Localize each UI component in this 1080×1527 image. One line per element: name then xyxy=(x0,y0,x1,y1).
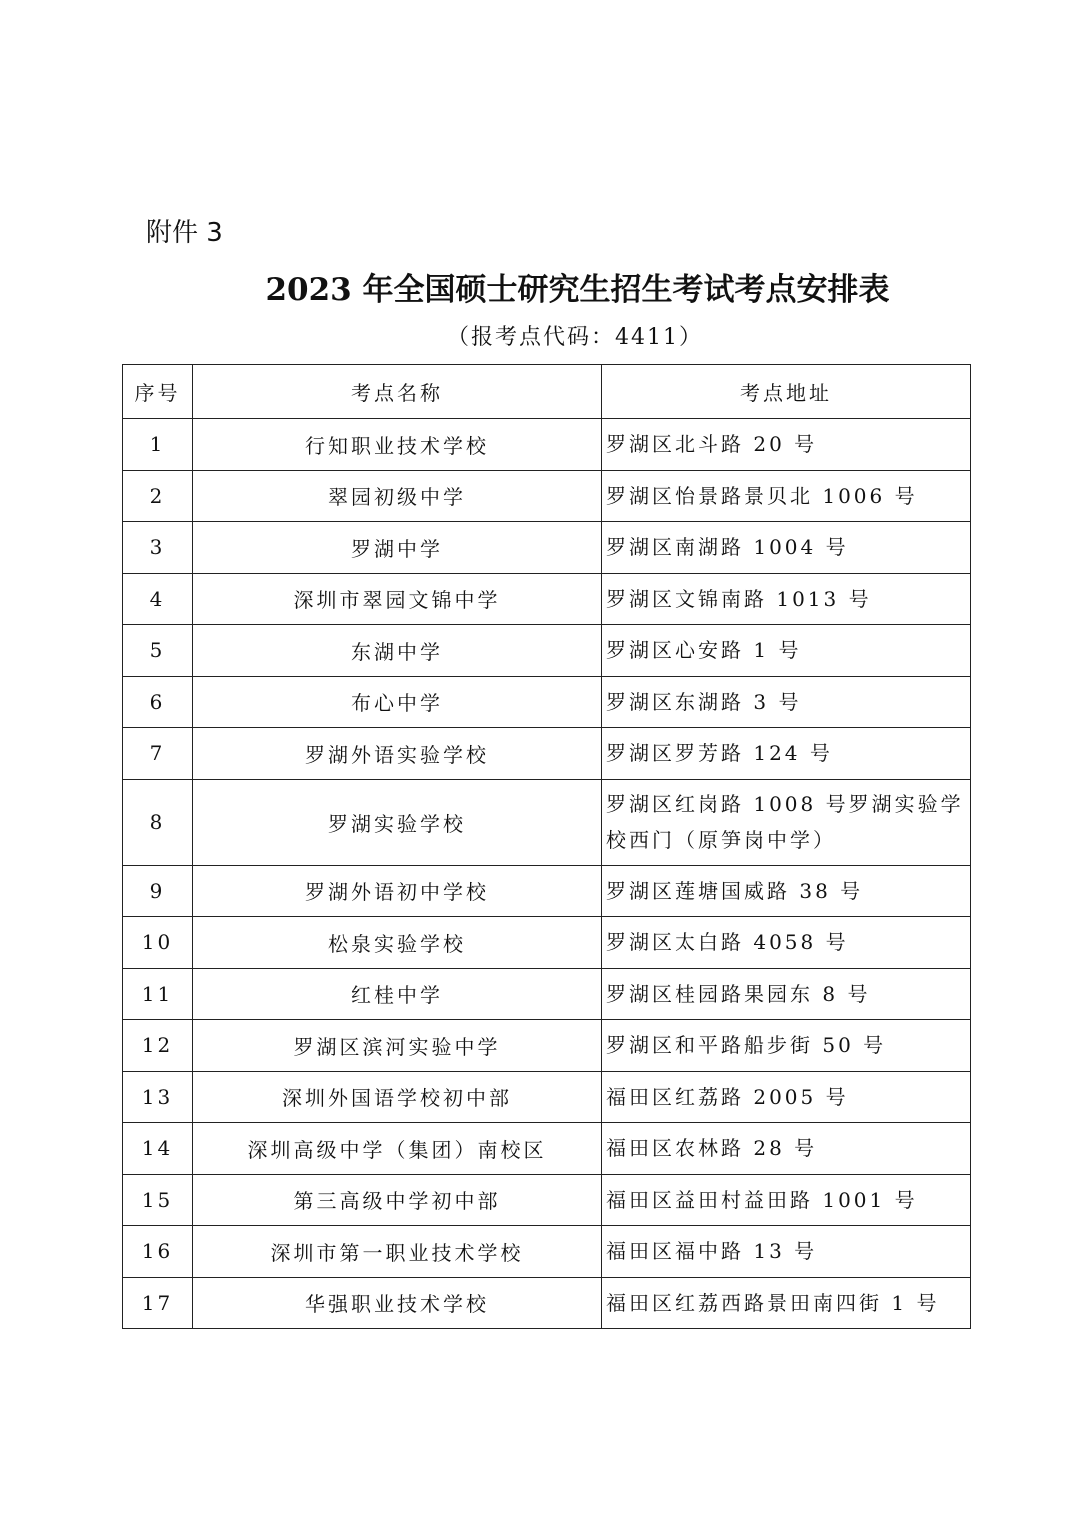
table-row xyxy=(123,419,971,471)
row-number: 14 xyxy=(123,1123,193,1175)
table-row xyxy=(123,865,971,917)
header-site-address: 考点地址 xyxy=(602,365,971,419)
site-address: 罗湖区罗芳路 124 号 xyxy=(602,728,971,780)
table-row xyxy=(123,676,971,728)
table-row xyxy=(123,573,971,625)
site-address: 福田区益田村益田路 1001 号 xyxy=(602,1174,971,1226)
table-row xyxy=(123,779,971,865)
row-number: 16 xyxy=(123,1226,193,1278)
table-row xyxy=(123,470,971,522)
site-address: 罗湖区桂园路果园东 8 号 xyxy=(602,968,971,1020)
page-subtitle: （报考点代码：4411） xyxy=(447,325,703,350)
row-number: 7 xyxy=(123,728,193,780)
table-row xyxy=(123,968,971,1020)
table-row xyxy=(123,917,971,969)
table-row xyxy=(123,1123,971,1175)
row-number: 5 xyxy=(123,625,193,677)
site-name: 深圳外国语学校初中部 xyxy=(193,1071,602,1123)
site-name: 深圳市翠园文锦中学 xyxy=(193,573,602,625)
site-address: 福田区农林路 28 号 xyxy=(602,1123,971,1175)
site-address: 罗湖区心安路 1 号 xyxy=(602,625,971,677)
site-address: 罗湖区和平路船步街 50 号 xyxy=(602,1020,971,1072)
site-name: 罗湖实验学校 xyxy=(193,779,602,865)
site-name: 罗湖中学 xyxy=(193,522,602,574)
site-name: 华强职业技术学校 xyxy=(193,1277,602,1329)
row-number: 10 xyxy=(123,917,193,969)
exam-site-table xyxy=(122,364,971,1329)
row-number: 3 xyxy=(123,522,193,574)
site-name: 深圳市第一职业技术学校 xyxy=(193,1226,602,1278)
attachment-label: 附件 3 xyxy=(146,218,223,248)
site-name: 翠园初级中学 xyxy=(193,470,602,522)
site-name: 第三高级中学初中部 xyxy=(193,1174,602,1226)
site-address: 福田区红荔路 2005 号 xyxy=(602,1071,971,1123)
table-row xyxy=(123,1071,971,1123)
row-number: 6 xyxy=(123,676,193,728)
site-address: 罗湖区莲塘国威路 38 号 xyxy=(602,865,971,917)
row-number: 12 xyxy=(123,1020,193,1072)
table-header-row xyxy=(123,365,971,419)
site-name: 行知职业技术学校 xyxy=(193,419,602,471)
header-no: 序号 xyxy=(123,365,193,419)
table-row xyxy=(123,1174,971,1226)
site-name: 红桂中学 xyxy=(193,968,602,1020)
table-row xyxy=(123,625,971,677)
row-number: 11 xyxy=(123,968,193,1020)
row-number: 8 xyxy=(123,779,193,865)
row-number: 4 xyxy=(123,573,193,625)
row-number: 1 xyxy=(123,419,193,471)
site-name: 布心中学 xyxy=(193,676,602,728)
page-title: 2023 年全国硕士研究生招生考试考点安排表 xyxy=(265,272,890,308)
table-row xyxy=(123,1020,971,1072)
site-address: 罗湖区怡景路景贝北 1006 号 xyxy=(602,470,971,522)
site-address: 罗湖区太白路 4058 号 xyxy=(602,917,971,969)
site-address: 罗湖区北斗路 20 号 xyxy=(602,419,971,471)
row-number: 9 xyxy=(123,865,193,917)
site-address: 罗湖区红岗路 1008 号罗湖实验学校西门（原笋岗中学） xyxy=(602,779,971,865)
site-address: 罗湖区东湖路 3 号 xyxy=(602,676,971,728)
site-address: 罗湖区南湖路 1004 号 xyxy=(602,522,971,574)
site-name: 深圳高级中学（集团）南校区 xyxy=(193,1123,602,1175)
table-row xyxy=(123,1277,971,1329)
site-address: 福田区红荔西路景田南四街 1 号 xyxy=(602,1277,971,1329)
site-name: 罗湖外语初中学校 xyxy=(193,865,602,917)
site-name: 松泉实验学校 xyxy=(193,917,602,969)
row-number: 17 xyxy=(123,1277,193,1329)
site-name: 东湖中学 xyxy=(193,625,602,677)
site-address: 福田区福中路 13 号 xyxy=(602,1226,971,1278)
row-number: 13 xyxy=(123,1071,193,1123)
site-name: 罗湖外语实验学校 xyxy=(193,728,602,780)
row-number: 2 xyxy=(123,470,193,522)
site-address: 罗湖区文锦南路 1013 号 xyxy=(602,573,971,625)
table-row xyxy=(123,522,971,574)
table-row xyxy=(123,1226,971,1278)
site-name: 罗湖区滨河实验中学 xyxy=(193,1020,602,1072)
header-site-name: 考点名称 xyxy=(193,365,602,419)
table-row xyxy=(123,728,971,780)
row-number: 15 xyxy=(123,1174,193,1226)
